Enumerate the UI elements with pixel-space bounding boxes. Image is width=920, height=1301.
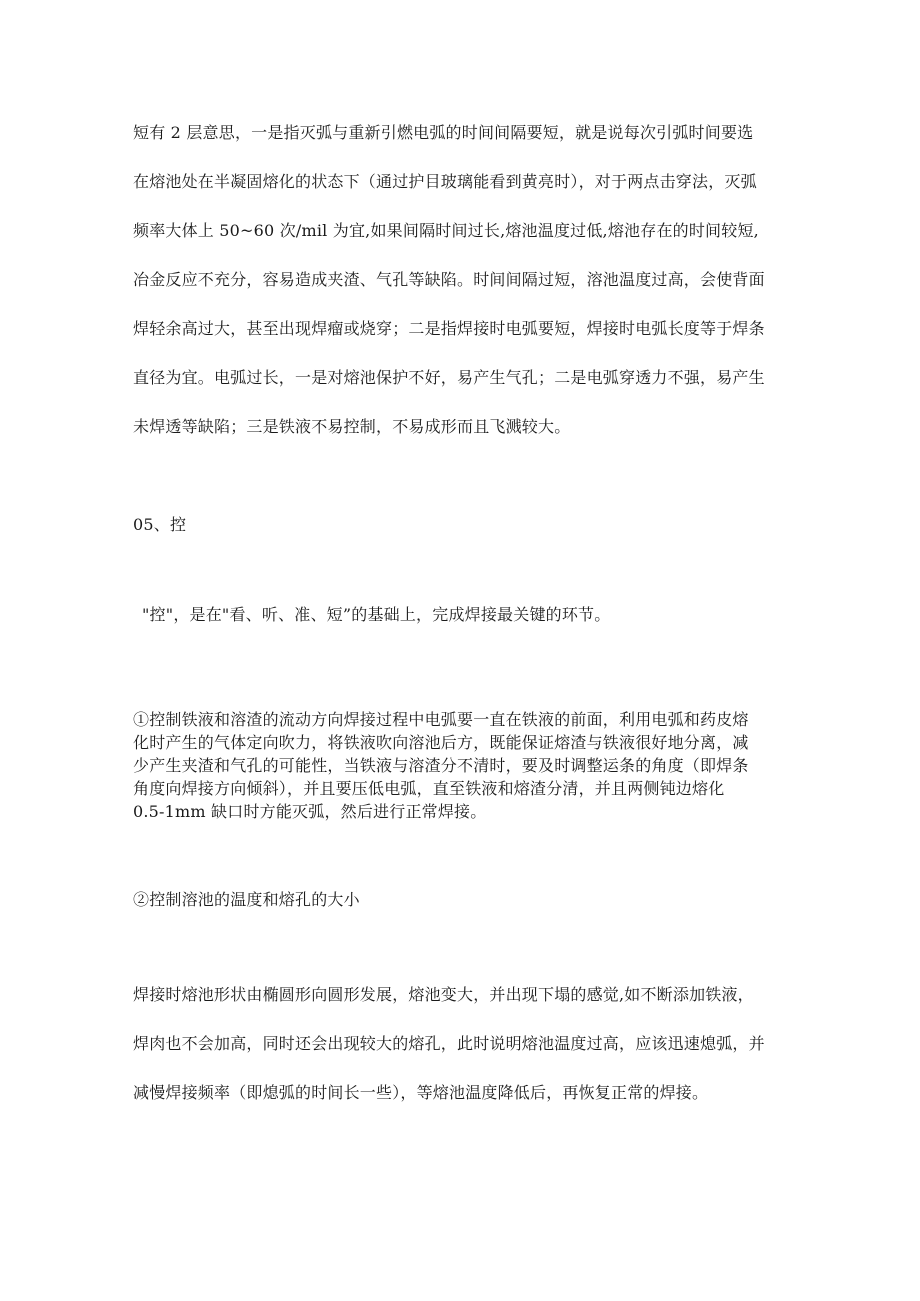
text-line: 冶金反应不充分，容易造成夹渣、气孔等缺陷。时间间隔过短，溶池温度过高，会使背面 [133, 270, 765, 289]
text-line: 直径为宜。电弧过长，一是对熔池保护不好，易产生气孔；二是电弧穿透力不强，易产生 [133, 368, 765, 387]
text-line: 0.5-1mm 缺口时方能灭弧，然后进行正常焊接。 [133, 802, 487, 821]
text-line: 未焊透等缺陷；三是铁液不易控制，不易成形而且飞溅较大。 [133, 417, 571, 436]
text-line: ①控制铁液和溶渣的流动方向焊接过程中电弧要一直在铁液的前面，利用电弧和药皮熔 [133, 710, 749, 729]
text-line: 在熔池处在半凝固熔化的状态下（通过护目玻璃能看到黄亮时），对于两点击穿法，灭弧 [133, 172, 757, 191]
paragraph-control-intro [142, 602, 812, 628]
text-line: 焊接时熔池形状由椭圆形向圆形发展，熔池变大，并出现下塌的感觉,如不断添加铁液， [133, 985, 754, 1004]
text-line: 频率大体上 50~60 次/mil 为宜,如果间隔时间过长,熔池温度过低,熔池存在的时间较短, [133, 221, 759, 240]
section-heading [133, 512, 803, 538]
paragraph-short-explanation [133, 120, 803, 463]
text-line: 减慢焊接频率（即熄弧的时间长一些），等熔池温度降低后，再恢复正常的焊接。 [133, 1083, 709, 1102]
text-line: ②控制溶池的温度和熔孔的大小 [133, 890, 360, 909]
paragraph-control-temperature-body [133, 982, 803, 1129]
text-line: 焊肉也不会加高，同时还会出现较大的熔孔，此时说明熔池温度过高，应该迅速熄弧，并 [133, 1034, 765, 1053]
paragraph-control-flow-direction [133, 708, 803, 823]
text-line: 少产生夹渣和气孔的可能性，当铁液与溶渣分不清时，要及时调整运条的角度（即焊条 [133, 756, 749, 775]
text-line: "控"，是在"看、听、准、短”的基础上，完成焊接最关键的环节。 [142, 605, 611, 624]
text-line: 短有 2 层意思，一是指灭弧与重新引燃电弧的时间间隔要短，就是说每次引弧时间要选 [133, 123, 754, 142]
text-line: 焊轻余高过大，甚至出现焊瘤或烧穿；二是指焊接时电弧要短，焊接时电弧长度等于焊条 [133, 319, 765, 338]
text-line: 化时产生的气体定向吹力，将铁液吹向溶池后方，既能保证熔渣与铁液很好地分离，减 [133, 733, 749, 752]
text-line: 角度向焊接方向倾斜），并且要压低电弧，直至铁液和熔渣分清，并且两侧钝边熔化 [133, 779, 725, 798]
section-heading-text: 05、控 [133, 515, 187, 534]
paragraph-control-temperature-title [133, 887, 803, 913]
